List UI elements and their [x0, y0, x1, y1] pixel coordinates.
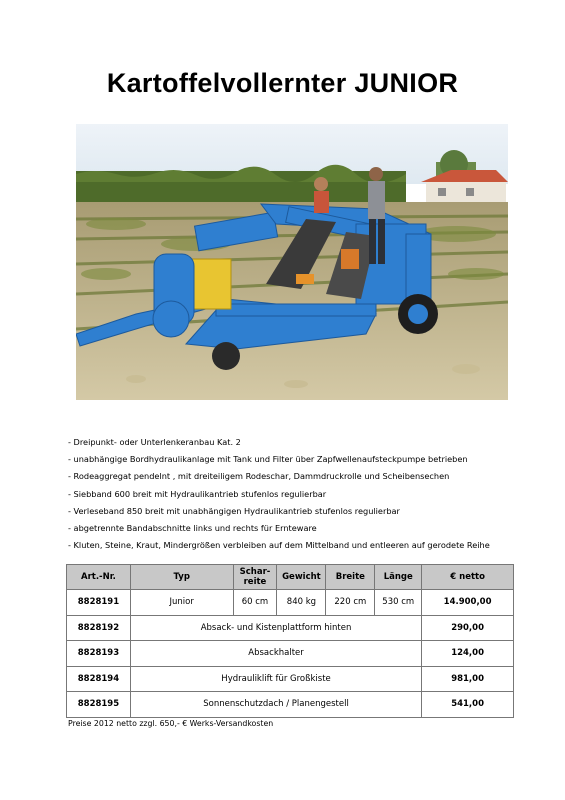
cell-art-nr: 8828194 [67, 666, 131, 692]
page-title: Kartoffelvollernter JUNIOR [106, 68, 459, 98]
table-header-row [67, 565, 514, 590]
product-photo [76, 124, 508, 400]
feature-item: - Rodeaggregat pendelnt , mit dreiteiligem Rodeschar, Dammdruckrolle und Scheibensechen [68, 471, 450, 482]
cell-description: Absack- und Kistenplattform hinten [130, 615, 421, 641]
price-footnote: Preise 2012 netto zzgl. 650,- € Werks-Versandkosten [68, 719, 274, 728]
table-row [67, 666, 514, 692]
cell-art-nr: 8828192 [67, 615, 131, 641]
header-preis: € netto [422, 565, 514, 590]
cell-laenge: 530 cm [375, 590, 422, 616]
cell-typ: Junior [130, 590, 233, 616]
cell-art-nr: 8828191 [67, 590, 131, 616]
header-laenge: Länge [375, 565, 422, 590]
header-scharbreite-line1: Schar- [239, 567, 271, 577]
cell-preis: 124,00 [422, 641, 514, 667]
cell-preis: 290,00 [422, 615, 514, 641]
feature-list [68, 437, 538, 557]
feature-item: - Siebband 600 breit mit Hydraulikantrieb stufenlos regulierbar [68, 488, 327, 499]
price-table [66, 564, 514, 718]
cell-gewicht: 840 kg [277, 590, 326, 616]
header-art-nr: Art.-Nr. [67, 565, 131, 590]
cell-description: Absackhalter [130, 641, 421, 667]
table-row [67, 692, 514, 718]
feature-item: - Dreipunkt- oder Unterlenkeranbau Kat. 2 [68, 437, 241, 447]
table-row [67, 615, 514, 641]
header-typ: Typ [130, 565, 233, 590]
table-row [67, 590, 514, 616]
header-scharbreite [233, 565, 277, 590]
header-scharbreite-line2: reite [243, 577, 267, 587]
cell-description: Hydrauliklift für Großkiste [130, 666, 421, 692]
cell-breite: 220 cm [326, 590, 375, 616]
feature-item: - unabhängige Bordhydraulikanlage mit Tank und Filter über Zapfwellenaufsteckpumpe betrieben [68, 454, 468, 465]
cell-preis: 541,00 [422, 692, 514, 718]
table-row [67, 641, 514, 667]
cell-art-nr: 8828195 [67, 692, 131, 718]
feature-item: - abgetrennte Bandabschnitte links und rechts für Ernteware [68, 522, 317, 533]
cell-scharbreite: 60 cm [233, 590, 277, 616]
feature-item: - Verleseband 850 breit mit unabhängigen Hydraulikantrieb stufenlos regulierbar [68, 505, 400, 516]
harvester-illustration [76, 124, 508, 400]
header-gewicht: Gewicht [277, 565, 326, 590]
cell-art-nr: 8828193 [67, 641, 131, 667]
cell-description: Sonnenschutzdach / Planengestell [130, 692, 421, 718]
cell-preis: 981,00 [422, 666, 514, 692]
header-breite: Breite [326, 565, 375, 590]
feature-item: - Kluten, Steine, Kraut, Mindergrößen verbleiben auf dem Mittelband und entleeren auf gerodete Reihe [68, 540, 490, 551]
cell-preis: 14.900,00 [422, 590, 514, 616]
